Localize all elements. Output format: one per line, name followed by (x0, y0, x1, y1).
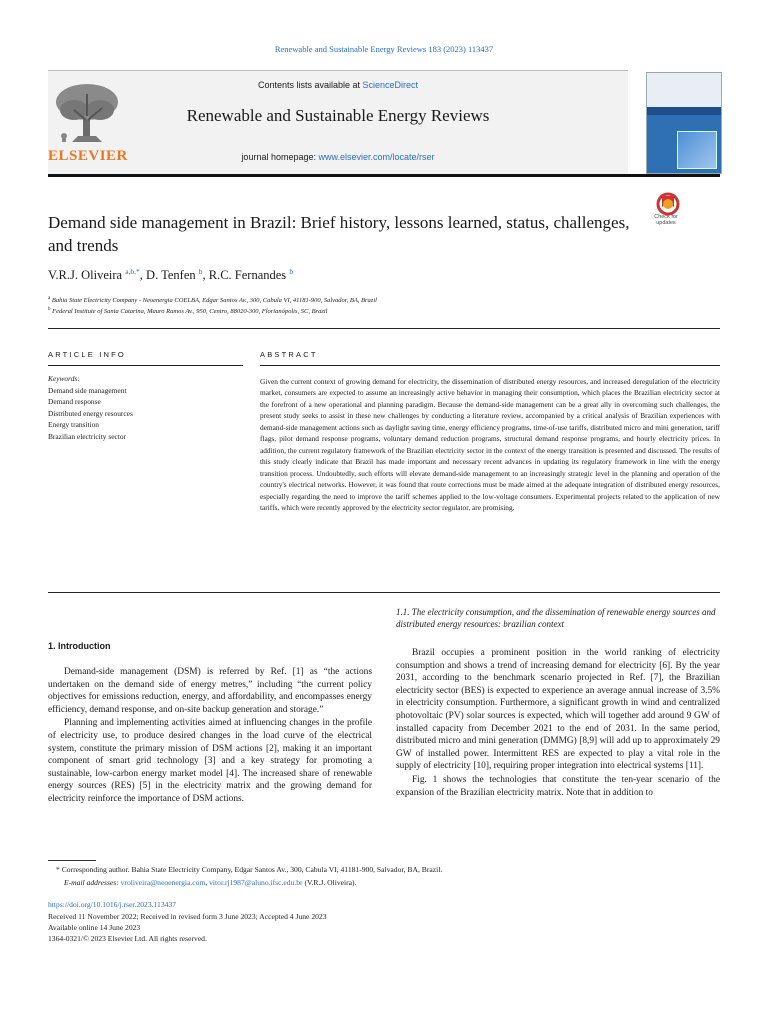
email-separator: , (205, 878, 210, 887)
introduction-paragraph: Planning and implementing activities aimed at influencing changes in the profile of electricity use, to produce desired changes in the load curve of the electrical system, constitute the primary mission of DSM actions [2], making it an important component of smart grid technology [3] and a key strategy for promoting a sustainable, low-carbon energy market model [4]. The increased share of renewable energy sources (RES) [5] in the electricity matrix and the growing demand for electricity reinforce the importance of DSM actions. (48, 718, 372, 804)
affiliation-a (48, 296, 720, 304)
abstract-text: Given the current context of growing demand for electricity, the dissemination of distributed energy resources, and increased deregulation of the electricity market, consumers are expected to assume an increasingly active behavior in managing their consumption, which places the Brazilian electricity sector at the forefront of a new operational and planning paradigm. Because the demand-side management can be a great ally in overcoming such challenges, the present study seeks to assist in these new challenges by conducting a literature review, accompanied by a critical analysis of Brazilian experiences with demand-side management actions such as daylight saving time, energy efficiency programs, time-of-use tariffs, distributed micro and mini generation, tariff flags, pilot demand response programs, voluntary demand reduction programs, structural demand response programs, and hourly electricity prices. In addition, the current regulatory framework of the Brazilian electricity sector in the context of the energy transition is presented and discussed. The results of this study clearly indicate that Brazil has made important and necessary recent advances in updating its regulatory framework in line with the energy transition process. Undoubtedly, such efforts will elevate demand-side management to an increasingly strategic level in the planning and operation of the country's electrical networks. However, it was found that route corrections must be made aimed at the adequate integration of distributed energy resources, especially regarding the need to improve the tariff schemes applied to the low-voltage consumers. Experimental projects related to the application of new tariffs, which were recently approved by the electricity sector regulator, are promising. (260, 377, 720, 512)
check-for-updates-label[interactable] (640, 214, 692, 226)
journal-homepage (48, 152, 628, 162)
abstract-heading: ABSTRACT (260, 350, 318, 359)
author-separator: , (139, 268, 147, 283)
keyword-item: Energy transition (48, 420, 99, 429)
check-for-updates-icon[interactable] (648, 192, 688, 232)
author-affiliation-mark[interactable]: b (198, 267, 203, 276)
keywords-label: Keywords: (48, 374, 80, 383)
email-addresses (48, 877, 736, 888)
doi-link[interactable]: https://doi.org/10.1016/j.rser.2023.113437 (48, 900, 177, 909)
cover-solar-panel-image (677, 131, 717, 169)
introduction-heading: 1. Introduction (48, 641, 111, 651)
affiliation-b (48, 307, 720, 315)
subsection-paragraph: Fig. 1 shows the technologies that constitute the ten-year scenario of the expansion of the Brazilian electricity matrix. Note that in addition to (396, 774, 720, 798)
author-affiliation-mark[interactable]: a,b,* (125, 267, 140, 276)
email-link[interactable]: vitor.rj1987@aluno.ifsc.edu.br (209, 878, 303, 887)
publisher-wordmark[interactable]: ELSEVIER (48, 148, 128, 164)
email-label: E-mail addresses: (64, 878, 119, 887)
footnote-rule (48, 860, 96, 861)
article-info-rule (48, 365, 243, 366)
badge-line-2: updates (656, 220, 676, 226)
journal-title[interactable]: Renewable and Sustainable Energy Reviews (186, 106, 490, 125)
abstract-bottom-rule (48, 592, 720, 593)
subsection-paragraph: Brazil occupies a prominent position in the world ranking of electricity consumption and shows a trend of increasing demand for electricity [6]. By the year 2031, according to the benchmark scenario projected in Ref. [7], the Brazilian electricity sector (BES) is expected to experience an average annual increase of 3.5% in electricity consumption. Furthermore, a significant growth in wind and centralized photovoltaic (PV) solar sources is expected, which will together add around 9 GW of installed capacity from December 2021 to the end of 2031. In the same period, distributed micro and mini generation (DMMG) [8,9] will add up to approximately 29 GW of installed power. Intermittent RES are expected to play a vital role in the supply of electricity [10], requiring proper integration into electrical systems [11]. (396, 648, 720, 772)
contents-prefix: Contents lists available at (257, 80, 363, 90)
email-suffix: (V.R.J. Oliveira). (302, 878, 357, 887)
author-name[interactable]: V.R.J. Oliveira (48, 268, 123, 283)
copyright-line: 1364-0321/© 2023 Elsevier Ltd. All rights reserved. (48, 934, 207, 943)
available-online: Available online 14 June 2023 (48, 923, 141, 932)
subsection-body (396, 647, 720, 800)
keyword-item: Demand side management (48, 385, 127, 395)
affiliation-mark: a (48, 296, 51, 301)
keyword-item: Brazilian electricity sector (48, 431, 126, 441)
journal-cover-thumbnail[interactable] (646, 72, 722, 174)
badge-line-1: Check for (654, 214, 678, 220)
article-title: Demand side management in Brazil: Brief history, lessons learned, status, challenges, and trends (48, 213, 630, 255)
author-list (48, 267, 648, 283)
keyword-item: Distributed energy resources (48, 408, 133, 418)
contents-availability (48, 80, 628, 90)
author-affiliation-mark[interactable]: b (289, 267, 294, 276)
sciencedirect-link[interactable]: ScienceDirect (362, 80, 419, 90)
author-name[interactable]: R.C. Fernandes (208, 268, 287, 283)
homepage-prefix: journal homepage: (241, 152, 319, 162)
author-separator: , (202, 268, 209, 283)
cover-strip (647, 107, 721, 115)
email-link[interactable]: vroliveira@neoenergia.com (120, 878, 206, 887)
corresponding-author-note: * Corresponding author. Bahia State Electricity Company, Edgar Santos Av., 300, Cabula VI, 41181-900, Salvador, BA, Brazil. (56, 865, 443, 874)
abstract-rule (260, 365, 720, 366)
homepage-link[interactable]: www.elsevier.com/locate/rser (318, 152, 435, 162)
banner-divider (48, 174, 720, 177)
affiliation-mark: b (48, 307, 51, 312)
author-name[interactable]: D. Tenfen (146, 268, 196, 283)
introduction-body (48, 666, 372, 807)
keywords-block (48, 373, 243, 442)
header-rule (48, 328, 720, 329)
article-info-heading: ARTICLE INFO (48, 350, 126, 359)
introduction-paragraph: Demand-side management (DSM) is referred by Ref. [1] as “the actions undertaken on the demand side of energy metres,” including “the current policy objectives for emissions reduction, energy, and affordability, and encompasses energy efficiency, demand response, and on-site backup generation and storage.” (48, 667, 372, 715)
received-dates: Received 11 November 2022; Received in revised form 3 June 2023; Accepted 4 June 2023 (48, 912, 327, 921)
keyword-item: Demand response (48, 397, 101, 406)
journal-citation[interactable]: Renewable and Sustainable Energy Reviews 183 (2023) 113437 (274, 44, 494, 54)
affiliation-text: Federal Institute of Santa Catarina, Mauro Ramos Av., 950, Centro, 88020-300, Florianópolis, SC, Brazil (52, 308, 328, 316)
affiliation-text: Bahia State Electricity Company - Neoenergia COELBA, Edgar Santos Av., 300, Cabula VI, 41181-900, Salvador, BA, Brazil (51, 297, 377, 305)
subsection-heading: 1.1. The electricity consumption, and the dissemination of renewable energy sources and distributed energy resources: brazilian context (396, 607, 716, 629)
